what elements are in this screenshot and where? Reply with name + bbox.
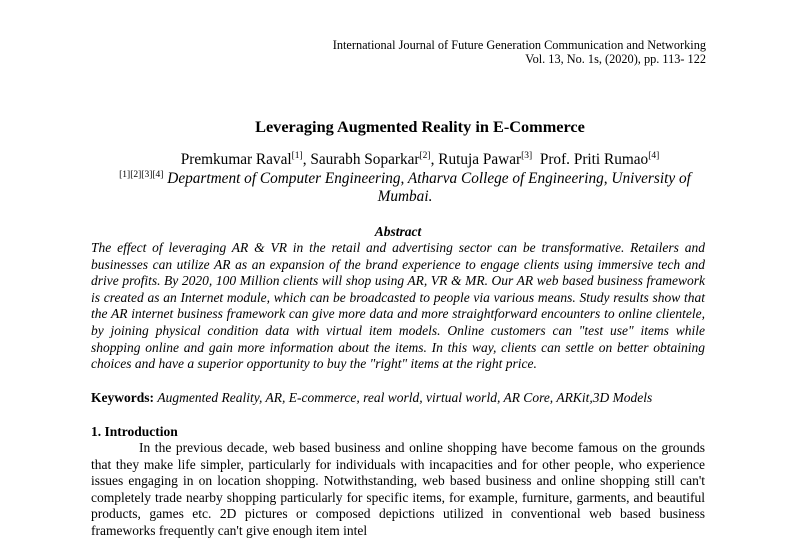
- author-separator: ,: [430, 151, 439, 168]
- author-name: Rutuja Pawar: [438, 151, 522, 168]
- author-ref: [3]: [521, 150, 533, 161]
- author-name: Premkumar Raval: [180, 151, 292, 168]
- affiliation-refs: [1][2][3][4]: [119, 169, 164, 180]
- abstract-heading: Abstract: [374, 224, 422, 239]
- journal-issue: Vol. 13, No. 1s, (2020), pp. 113- 122: [525, 52, 706, 66]
- author-ref: [4]: [648, 150, 660, 161]
- introduction-heading: 1. Introduction: [91, 424, 178, 439]
- keywords-label: Keywords:: [91, 390, 154, 405]
- author-ref: [2]: [419, 150, 431, 161]
- affiliation: [100, 170, 710, 206]
- paper-title: Leveraging Augmented Reality in E-Commerce: [255, 117, 585, 136]
- author-separator: ,: [302, 151, 311, 168]
- journal-header: [333, 38, 706, 66]
- affiliation-text: Department of Computer Engineering, Atharva College of Engineering, University of Mumbai.: [167, 170, 691, 205]
- journal-name: International Journal of Future Generation Communication and Networking: [332, 38, 706, 52]
- abstract-text: The effect of leveraging AR & VR in the retail and advertising sector can be transformative. Retailers and businesses can utilize AR as an expansion of the brand experience to engage clients using immersive tech and drive profits. By 2020, 100 Million clients will shop using AR, VR & MR. Our AR web based business framework is created as an Internet module, which can be broadcasted to people via various means. Study results show that the AR internet business framework can give more data and more straightforward encounters to online clientele, by joining physical condition data with virtual item models. Online customers can "test use" items while shopping online and gain more information about the items. In this way, clients can settle on better obtaining choices and have a superior opportunity to buy the "right" items at the right price.: [91, 240, 705, 372]
- author-name: Saurabh Soparkar: [310, 151, 420, 168]
- keywords-text: Augmented Reality, AR, E-commerce, real world, virtual world, AR Core, ARKit,3D Models: [157, 390, 653, 405]
- keywords-line: [91, 390, 652, 406]
- author-separator: [532, 151, 540, 168]
- author-name: Prof. Priti Rumao: [539, 151, 649, 168]
- introduction-text: In the previous decade, web based business and online shopping have become famous on the grounds that they make life simpler, particularly for individuals with incapacities and for other people, who experience issues engaging in on location shopping. Notwithstanding, web based business and online shopping still can't completely trade nearby shopping particularly for specific items, for example, furniture, garments, and beautiful products, games etc. 2D pictures or composed depictions utilized in conventional web based business frameworks frequently can't give enough item intel: [91, 440, 705, 538]
- author-ref: [1]: [291, 150, 303, 161]
- author-list: [0, 151, 791, 169]
